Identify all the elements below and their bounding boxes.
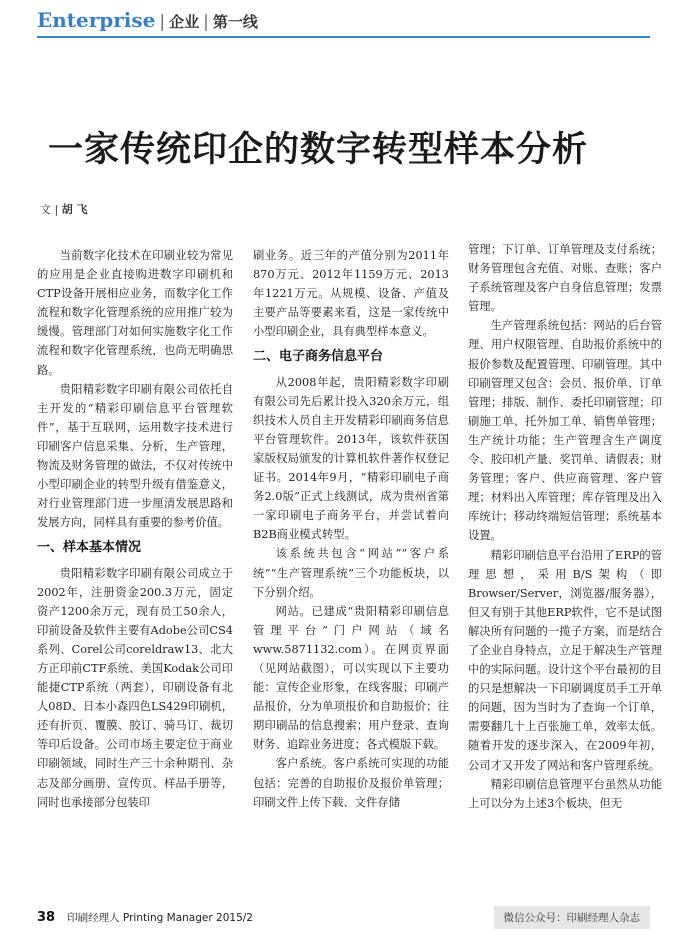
paragraph: 管理；下订单、订单管理及支付系统；财务管理包含充值、对账、查账；客户子系统管理及客户自身信息管理；发票管理。: [468, 243, 662, 314]
paragraph: 生产管理系统包括：网站的后台管理、用户权限管理、自助报价系统中的报价参数及配置管理、印刷管理。其中印刷管理又包含：会员、报价单、订单管理；排版、制作、委托印刷管理；印刷施工单、托外加工单、销售单管理；生产统计功能；生产管理含生产调度令、胶印机产量、奖罚单、请假表；财务管理；客户、供应商管理、客户管理；材料出入库管理；库存管理及出入库统计；移动终端短信管理；系统基本设置。: [468, 319, 662, 543]
paragraph: 网站。已建成“贵阳精彩印刷信息管理平台”门户网站（域名www.5871132.com）。在网页界面（见网站截图），可以实现以下主要功能：宣传企业形象，在线客服；印刷产品报价，分为单项报价和自助报价；往期印刷品的信息搜索；用户登录、查询财务、追踪业务进度；各式模版下载。: [253, 604, 449, 752]
byline-prefix: 文: [40, 203, 51, 216]
section-heading: 二、电子商务信息平台: [253, 349, 384, 365]
paragraph: 贵阳精彩数字印刷有限公司依托自主开发的“精彩印刷信息平台管理软件”，基于互联网，运用数字技术进行印刷客户信息采集、分析，生产管理，物流及财务管理的做法，不仅对传统中小型印刷企业的转型升级有借鉴意义，对行业管理部门进一步厘清发展思路和发展方向，同样具有重要的参考价值。: [37, 382, 233, 530]
section-heading: 一、样本基本情况: [37, 540, 142, 556]
text-column-1: [37, 246, 233, 812]
wechat-label: 微信公众号：印刷经理人杂志: [494, 906, 651, 929]
subsection-label: 第一线: [212, 13, 258, 31]
section-header: [37, 8, 258, 32]
section-label-english: Enterprise: [37, 8, 156, 32]
author-name: 胡 飞: [61, 203, 88, 216]
page-footer: [37, 904, 650, 930]
byline: [40, 201, 88, 217]
header-divider-2: |: [203, 12, 209, 32]
paragraph: 贵阳精彩数字印刷有限公司成立于2002年，注册资金200.3万元，固定资产1200余万元，现有员工50余人，印前设备及软件主要有Adobe公司CS4系列、Corel公司coreldraw13、北大方正印前CTF系统、美国Kodak公司印能捷CTP系统（两套），印刷设备有北人08D、日本小森四色LS429印刷机，还有折页、覆膜、胶订、骑马订、裁切等印后设备。公司市场主要定位于商业印刷领域，同时生产三十余种期刊、杂志及部分画册、宣传页、样品手册等，同时也承接部分包装印: [37, 566, 233, 809]
paragraph: 刷业务。近三年的产值分别为2011年870万元、2012年1159万元、2013年1221万元。从规模、设备、产值及主要产品等要素来看，这是一家传统中小型印刷企业，具有典型样本意义。: [253, 249, 449, 339]
paragraph: 客户系统。客户系统可实现的功能包括：完善的自助报价及报价单管理；印刷文件上传下载、文件存储: [253, 757, 449, 809]
page-number: 38: [37, 909, 56, 925]
header-rule: [37, 36, 650, 38]
paragraph: 该系统共包含“网站”“客户系统”“生产管理系统”三个功能板块，以下分别介绍。: [253, 547, 449, 599]
article-title: 一家传统印企的数字转型样本分析: [48, 130, 589, 170]
paragraph: 精彩印刷信息平台沿用了ERP的管理思想，采用B/S架构（即Browser/Server，浏览器/服务器），但又有别于其他ERP软件，它不是试图解决所有问题的一揽子方案，而是结合了企业自身特点，立足于解决生产管理中的实际问题。设计这个平台最初的目的只是想解决一下印刷调度员手工开单的问题，因为当时为了查询一个订单，需要翻几十上百张施工单，效率太低。随着开发的逐步深入，在2009年初，公司才又开发了网站和客户管理系统。: [468, 548, 662, 772]
text-column-2: [253, 246, 449, 812]
text-column-3: [468, 240, 662, 813]
paragraph: 当前数字化技术在印刷业较为常见的应用是企业直接购进数字印刷机和CTP设备开展相应业务，而数字化工作流程和数字化管理系统的应用推广较为缓慢。管理部门对如何实施数字化工作流程和数字化管理系统，也尚无明确思路。: [37, 249, 233, 377]
paragraph: 从2008年起，贵阳精彩数字印刷有限公司先后累计投入320余万元，组织技术人员自主开发精彩印刷商务信息平台管理软件。2013年，该软件获国家版权局颁发的计算机软件著作权登记证书。2014年9月，“精彩印刷电子商务2.0版”正式上线测试，成为贵州省第一家印刷电子商务平台，并尝试着向B2B商业模式转型。: [253, 375, 449, 542]
header-divider: |: [159, 12, 166, 32]
magazine-info: 印刷经理人 Printing Manager 2015/2: [67, 911, 253, 924]
section-label: 企业: [169, 13, 200, 31]
byline-divider: |: [54, 203, 62, 216]
paragraph: 精彩印刷信息管理平台虽然从功能上可以分为上述3个板块，但无: [468, 777, 662, 810]
